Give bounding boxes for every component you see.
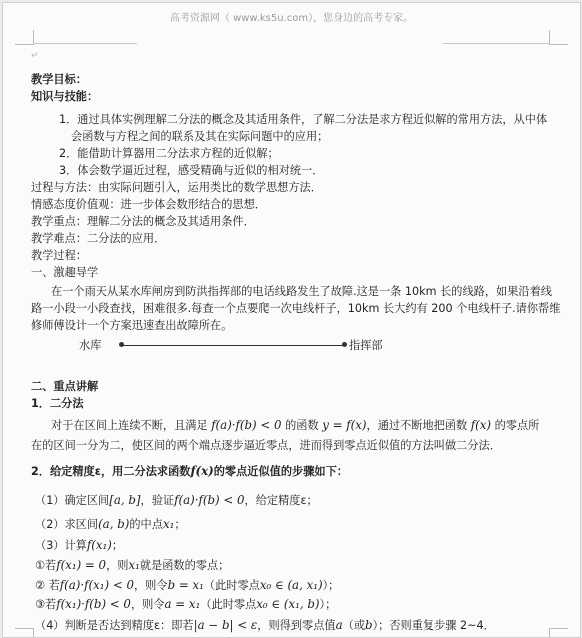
definition-text: 的零点所: [491, 419, 540, 432]
telephone-line-diagram: [121, 345, 344, 346]
goals-heading: 教学目标：: [31, 73, 87, 86]
steps-heading-text: 2．给定精度ε，用二分法求函数: [31, 465, 191, 478]
step-text: ，则得到零点值: [257, 619, 336, 632]
crop-mark-bottom-left: [15, 628, 34, 638]
definition-formula: f(x): [470, 418, 492, 432]
knowledge-item-2: 2．能借助计算器用二分法求方程的近似解；: [59, 147, 279, 160]
step-text: （或: [342, 619, 366, 632]
step-4: [35, 618, 495, 633]
step-formula: f(a)·f(x₁) < 0: [59, 578, 134, 592]
definition-text: 对于在区间上连续不断，且满足: [51, 419, 212, 432]
knowledge-item-1: 1．通过具体实例理解二分法的概念及其适用条件，了解二分法是求方程近似解的常用方法，从中体: [59, 113, 548, 126]
case-2: [35, 578, 339, 593]
knowledge-heading: 知识与技能：: [31, 90, 99, 103]
step-formula: f(x₁)·f(b) < 0: [56, 597, 131, 611]
crop-mark-top-right: [549, 30, 568, 45]
teaching-difficulty: 教学难点：二分法的应用．: [31, 232, 166, 245]
step-2: [35, 517, 186, 532]
knowledge-item-1-cont: 会函数与方程之间的联系及其在实际问题中的应用；: [71, 130, 329, 143]
section-1-heading: 一、激趣导学: [31, 266, 99, 279]
intro-paragraph-line-2: 路一小段一小段查找，困难很多.每查一个点要爬一次电线杆子，10km 长大约有 200 个电线杆子.请你帮维: [31, 302, 561, 315]
step-text: （1）确定区间: [35, 494, 110, 507]
steps-heading-formula: f(x): [190, 464, 214, 478]
step-formula: a = x₁: [164, 597, 201, 611]
step-formula: (a, b): [98, 517, 130, 531]
header-rule-left: [33, 43, 137, 44]
step-text: ①若: [35, 559, 57, 572]
step-formula: b: [365, 618, 373, 632]
definition-line-1: [51, 418, 539, 433]
teaching-key-point: 教学重点：理解二分法的概念及其适用条件．: [31, 215, 255, 228]
step-text: ③若: [35, 598, 57, 611]
step-3: [35, 538, 123, 553]
step-formula: x₀ ∈ (x₁, b): [256, 597, 320, 611]
document-page: [2, 2, 581, 638]
process-method: 过程与方法：由实际问题引入，运用类比的数学思想方法．: [31, 181, 322, 194]
diagram-end-dot: [342, 342, 347, 347]
crop-mark-top-left: [15, 30, 34, 45]
step-text: （3）计算: [35, 539, 87, 552]
emotion-values: 情感态度价值观：进一步体会数形结合的思想．: [31, 198, 266, 211]
page-header: 高考资源网（ www.ks5u.com），您身边的高考专家。: [169, 13, 414, 24]
step-formula: f(a)·f(b) < 0: [174, 493, 245, 507]
step-text: ② 若: [35, 579, 60, 592]
knowledge-item-3: 3．体会数学逼近过程，感受精确与近似的相对统一．: [59, 164, 324, 177]
step-formula: x₁: [128, 558, 140, 572]
step-formula: x₀ ∈ (a, x₁): [259, 578, 323, 592]
step-formula: x₁: [162, 517, 175, 531]
step-text: 就是函数的零点；: [139, 559, 230, 572]
intro-paragraph-line-3: 修师傅设计一个方案迅速查出故障所在。: [31, 319, 233, 332]
step-formula: b = x₁: [167, 578, 204, 592]
step-text: 的中点: [129, 518, 163, 531]
step-text: ；: [111, 539, 124, 552]
step-formula: f(x₁) = 0: [56, 558, 107, 572]
step-text: ，给定精度ε；: [244, 494, 318, 507]
step-text: ，验证: [140, 494, 175, 507]
case-3: [35, 597, 336, 612]
steps-heading: [31, 464, 348, 479]
step-formula: |a − b| < ε: [193, 618, 258, 632]
header-rule-right: [443, 43, 549, 44]
definition-line-2: 在的区间一分为二，使区间的两个端点逐步逼近零点，进而得到零点近似值的方法叫做二分法．: [31, 439, 501, 452]
step-text: ，则: [106, 559, 129, 572]
case-1: [35, 558, 229, 573]
diagram-label-headquarters: 指挥部: [349, 339, 383, 352]
section-2-heading: 二、重点讲解: [31, 380, 99, 393]
crop-mark-bottom-right: [549, 628, 568, 638]
step-text: （此时零点: [200, 598, 257, 611]
step-formula: f(x₁): [86, 538, 112, 552]
intro-paragraph-line-1: 在一个雨天从某水库闸房到防洪指挥部的电话线路发生了故障.这是一条 10km 长的线路，如果沿着线: [51, 285, 552, 298]
definition-formula: y = f(x): [322, 418, 367, 432]
teaching-process: 教学过程：: [31, 249, 87, 262]
step-1: [35, 493, 318, 508]
steps-heading-text: 的零点近似值的步骤如下：: [213, 465, 348, 478]
diagram-label-reservoir: 水库: [79, 339, 102, 352]
step-text: ）；: [322, 579, 340, 592]
definition-text: 的函数: [281, 419, 323, 432]
definition-formula: f(a)·f(b) < 0: [211, 418, 282, 432]
step-text: （此时零点: [203, 579, 260, 592]
step-text: ，则令: [130, 598, 165, 611]
step-text: （4）判断是否达到精度ε：即若: [35, 619, 194, 632]
paragraph-mark-icon: ↵: [31, 51, 39, 61]
step-text: ）；: [319, 598, 337, 611]
definition-text: ，通过不断地把函数: [366, 419, 471, 432]
step-formula: a: [335, 618, 343, 632]
step-text: ；: [174, 518, 186, 531]
step-text: ）；否则重复步骤 2~4．: [372, 619, 495, 632]
step-text: （2）求区间: [35, 518, 99, 531]
step-formula: [a, b]: [109, 493, 141, 507]
bisection-heading: 1．二分法: [31, 397, 84, 410]
step-text: ，则令: [133, 579, 168, 592]
